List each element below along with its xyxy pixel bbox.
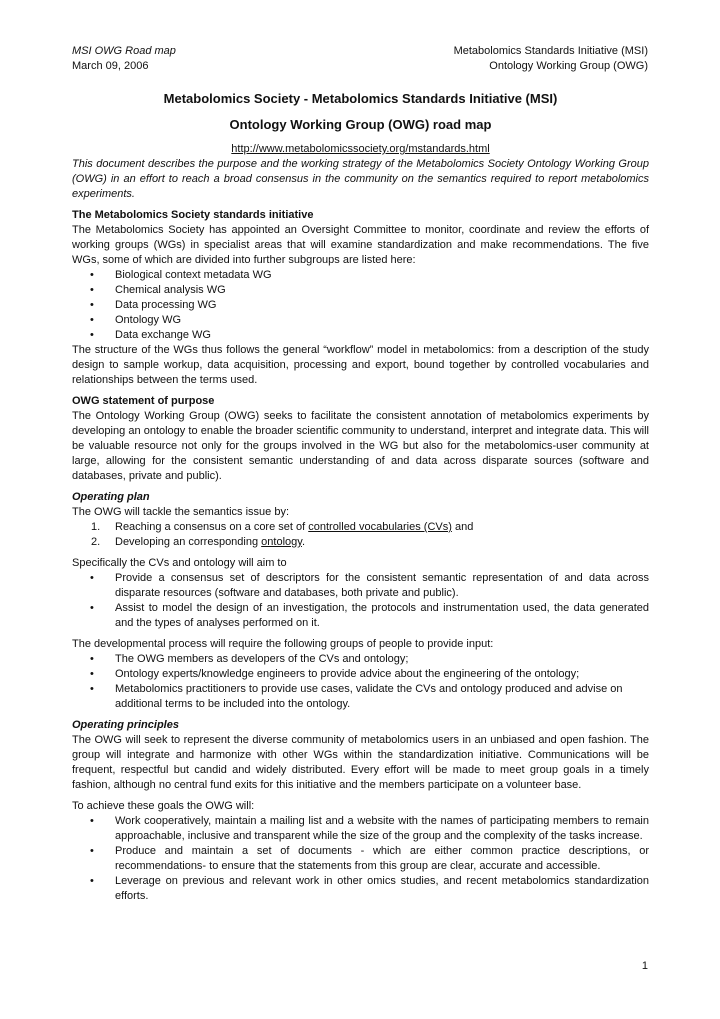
document-subtitle: Ontology Working Group (OWG) road map [229,117,492,132]
bullet-marker: • [90,602,94,614]
section-heading-principles: Operating principles [72,719,179,731]
header-initiative: Metabolomics Standards Initiative (MSI) [453,45,648,57]
header-left [72,44,176,74]
bullet-marker: • [90,314,94,326]
step-number: 1. [91,521,101,533]
list-item: • Work cooperatively, maintain a mailing list and a website with the names of participating members to remain approachable, inclusive and transparent while the size of the group and the complexity of the tasks increase. [90,815,649,842]
contributors-list [72,652,649,712]
list-item: 1. Reaching a consensus on a core set of controlled vocabularies (CVs) and [91,521,474,533]
bullet-marker: • [90,653,94,665]
header-group: Ontology Working Group (OWG) [489,60,648,72]
aims-list [72,571,649,631]
operating-plan-aims-intro: Specifically the CVs and ontology will aim to [72,557,287,569]
list-item: • Data exchange WG [90,329,211,341]
list-item: • Assist to model the design of an investigation, the protocols and instrumentation used, the data generated and the types of analyses performed on it. [90,602,649,629]
operating-plan-intro: The OWG will tackle the semantics issue by: [72,506,290,518]
list-item: • The OWG members as developers of the CVs and ontology; [90,653,409,665]
step-number: 2. [91,536,101,548]
list-item: • Provide a consensus set of descriptors for the consistent semantic representation of and data across disparate resources (software and databases, both private and public). [90,572,649,599]
list-item: • Biological context metadata WG [90,269,272,281]
operating-plan-steps [72,520,649,550]
section-principles-goals-intro: To achieve these goals the OWG will: [72,800,255,812]
list-item: • Data processing WG [90,299,217,311]
bullet-marker: • [90,683,94,695]
list-item: • Leverage on previous and relevant work in other omics studies, and recent metabolomics standardization efforts. [90,875,649,902]
goals-list [72,814,649,904]
operating-plan-process-intro: The developmental process will require the following groups of people to provide input: [72,638,494,650]
list-item: • Metabolomics practitioners to provide use cases, validate the CVs and ontology produced and advise on additional terms to be included into the ontology. [90,683,623,710]
section-principles-paragraph: The OWG will seek to represent the diverse community of metabolomics users in an unbiased and open fashion. The group will integrate and harmonize with other WGs within the standardization initiative. Communications will be frequent, respectful but candid and widely distributed. Every effort will be made to meet group goals in a timely fashion, although no central fund exits for this initiative and the members participate on a volunteer base. [72,734,649,791]
header-right [454,44,648,74]
list-item: • Produce and maintain a set of documents - which are either common practice descriptions, or recommendations- to ensure that the statements from this group are clear, accurate and accessible. [90,845,649,872]
list-item: • Chemical analysis WG [90,284,226,296]
intro-paragraph: This document describes the purpose and the working strategy of the Metabolomics Society Ontology Working Group (OWG) in an effort to reach a broad consensus in the community on the semantics required to report metabolomics experiments. [72,158,649,200]
document-body [72,90,649,904]
bullet-marker: • [90,815,94,827]
document-title: Metabolomics Society - Metabolomics Standards Initiative (MSI) [163,91,558,106]
page-number: 1 [641,960,648,972]
list-item: 2. Developing an corresponding ontology. [91,536,305,548]
section-standards-paragraph: The Metabolomics Society has appointed an Oversight Committee to monitor, coordinate and review the efforts of working groups (WGs) in specialist areas that will examine standardization and make recommendations. The five WGs, some of which are divided into further subgroups are listed here: [72,224,649,266]
section-heading-purpose: OWG statement of purpose [72,395,215,407]
bullet-marker: • [90,329,94,341]
header-doc-title: MSI OWG Road map [72,45,176,57]
bullet-marker: • [90,269,94,281]
list-item: • Ontology WG [90,314,182,326]
bullet-marker: • [90,284,94,296]
list-item: • Ontology experts/knowledge engineers to provide advice about the engineering of the ontology; [90,668,580,680]
wg-list [72,268,649,343]
section-standards-paragraph-2: The structure of the WGs thus follows the general “workflow” model in metabolomics: from a description of the study design to sample workup, data acquisition, processing and export, bound together by controlled vocabularies and relationships between the terms used. [72,344,649,386]
bullet-marker: • [90,875,94,887]
bullet-marker: • [90,572,94,584]
bullet-marker: • [90,845,94,857]
section-purpose-paragraph: The Ontology Working Group (OWG) seeks to facilitate the consistent annotation of metabolomics experiments by developing an ontology to enable the broader scientific community to understand, interpret and integrate data. This will be valuable resource not only for the groups involved in the WG but also for the metabolomics-user community at large, allowing for the consistent semantic understanding of and data across disparate sources (software and databases, private and public). [72,410,649,482]
header-date: March 09, 2006 [72,60,149,72]
section-heading-standards: The Metabolomics Society standards initiative [72,209,314,221]
section-heading-operating-plan: Operating plan [72,491,150,503]
cv-link[interactable]: controlled vocabularies (CVs) [308,521,452,533]
website-link[interactable]: http://www.metabolomicssociety.org/mstandards.html [231,143,490,155]
bullet-marker: • [90,299,94,311]
ontology-link[interactable]: ontology [261,536,302,548]
bullet-marker: • [90,668,94,680]
